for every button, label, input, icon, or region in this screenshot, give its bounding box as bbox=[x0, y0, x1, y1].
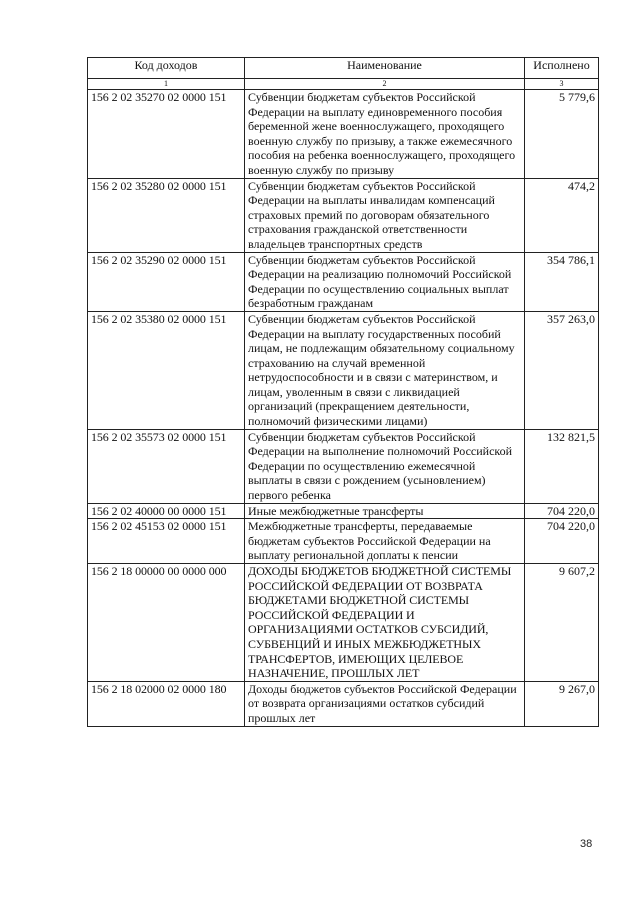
revenue-amount: 704 220,0 bbox=[525, 503, 599, 519]
table-row bbox=[88, 252, 599, 311]
revenue-code: 156 2 02 35290 02 0000 151 bbox=[88, 252, 245, 311]
revenue-amount: 357 263,0 bbox=[525, 311, 599, 429]
table-row bbox=[88, 178, 599, 252]
revenue-code: 156 2 18 00000 00 0000 000 bbox=[88, 564, 245, 682]
revenue-amount: 474,2 bbox=[525, 178, 599, 252]
revenue-code: 156 2 02 40000 00 0000 151 bbox=[88, 503, 245, 519]
table-row bbox=[88, 681, 599, 726]
column-number-row bbox=[88, 79, 599, 90]
table-row bbox=[88, 503, 599, 519]
table-row bbox=[88, 311, 599, 429]
table-row bbox=[88, 564, 599, 682]
revenue-code: 156 2 02 35280 02 0000 151 bbox=[88, 178, 245, 252]
table-header-row bbox=[88, 58, 599, 79]
revenue-amount: 132 821,5 bbox=[525, 429, 599, 503]
table-row bbox=[88, 519, 599, 564]
page-number: 38 bbox=[580, 838, 593, 850]
header-code: Код доходов bbox=[88, 58, 245, 79]
revenue-name: Субвенции бюджетам субъектов Российской Федерации на выполнение полномочий Российской Федерации по осуществлению ежемесячной выплаты в связи с рождением (усыновлением) первого ребенка bbox=[245, 429, 525, 503]
revenue-amount: 5 779,6 bbox=[525, 90, 599, 179]
revenue-name: Субвенции бюджетам субъектов Российской Федерации на выплаты инвалидам компенсаций страховых премий по договорам обязательного страхования гражданской ответственности владельцев транспортных средств bbox=[245, 178, 525, 252]
revenue-name: Субвенции бюджетам субъектов Российской Федерации на выплату единовременного пособия беременной жене военнослужащего, проходящего военную службу по призыву, а также ежемесячного пособия на ребенка военнослужащего, проходящего военную службу по призыву bbox=[245, 90, 525, 179]
revenue-name: Доходы бюджетов субъектов Российской Федерации от возврата организациями остатков субсидий прошлых лет bbox=[245, 681, 525, 726]
revenue-amount: 9 267,0 bbox=[525, 681, 599, 726]
revenue-name: Иные межбюджетные трансферты bbox=[245, 503, 525, 519]
table-row bbox=[88, 90, 599, 179]
revenue-name: Межбюджетные трансферты, передаваемые бюджетам субъектов Российской Федерации на выплату региональной доплаты к пенсии bbox=[245, 519, 525, 564]
revenue-amount: 354 786,1 bbox=[525, 252, 599, 311]
revenue-amount: 9 607,2 bbox=[525, 564, 599, 682]
revenue-table bbox=[87, 57, 599, 727]
revenue-code: 156 2 18 02000 02 0000 180 bbox=[88, 681, 245, 726]
revenue-name: Субвенции бюджетам субъектов Российской Федерации на выплату государственных пособий лицам, не подлежащим обязательному социальному страхованию на случай временной нетрудоспособности и в связи с материнством, и лицам, уволенным в связи с ликвидацией организаций (прекращением деятельности, полномочий физическими лицами) bbox=[245, 311, 525, 429]
revenue-code: 156 2 02 45153 02 0000 151 bbox=[88, 519, 245, 564]
header-name: Наименование bbox=[245, 58, 525, 79]
revenue-code: 156 2 02 35573 02 0000 151 bbox=[88, 429, 245, 503]
revenue-code: 156 2 02 35380 02 0000 151 bbox=[88, 311, 245, 429]
column-number-2: 2 bbox=[245, 79, 525, 90]
column-number-3: 3 bbox=[525, 79, 599, 90]
revenue-code: 156 2 02 35270 02 0000 151 bbox=[88, 90, 245, 179]
revenue-amount: 704 220,0 bbox=[525, 519, 599, 564]
column-number-1: 1 bbox=[88, 79, 245, 90]
revenue-name: ДОХОДЫ БЮДЖЕТОВ БЮДЖЕТНОЙ СИСТЕМЫ РОССИЙСКОЙ ФЕДЕРАЦИИ ОТ ВОЗВРАТА БЮДЖЕТАМИ БЮДЖЕТНОЙ СИСТЕМЫ РОССИЙСКОЙ ФЕДЕРАЦИИ И ОРГАНИЗАЦИЯМИ ОСТАТКОВ СУБСИДИЙ, СУБВЕНЦИЙ И ИНЫХ МЕЖБЮДЖЕТНЫХ ТРАНСФЕРТОВ, ИМЕЮЩИХ ЦЕЛЕВОЕ НАЗНАЧЕНИЕ, ПРОШЛЫХ ЛЕТ bbox=[245, 564, 525, 682]
revenue-name: Субвенции бюджетам субъектов Российской Федерации на реализацию полномочий Российской Федерации по осуществлению социальных выплат безработным гражданам bbox=[245, 252, 525, 311]
header-amount: Исполнено bbox=[525, 58, 599, 79]
table-row bbox=[88, 429, 599, 503]
